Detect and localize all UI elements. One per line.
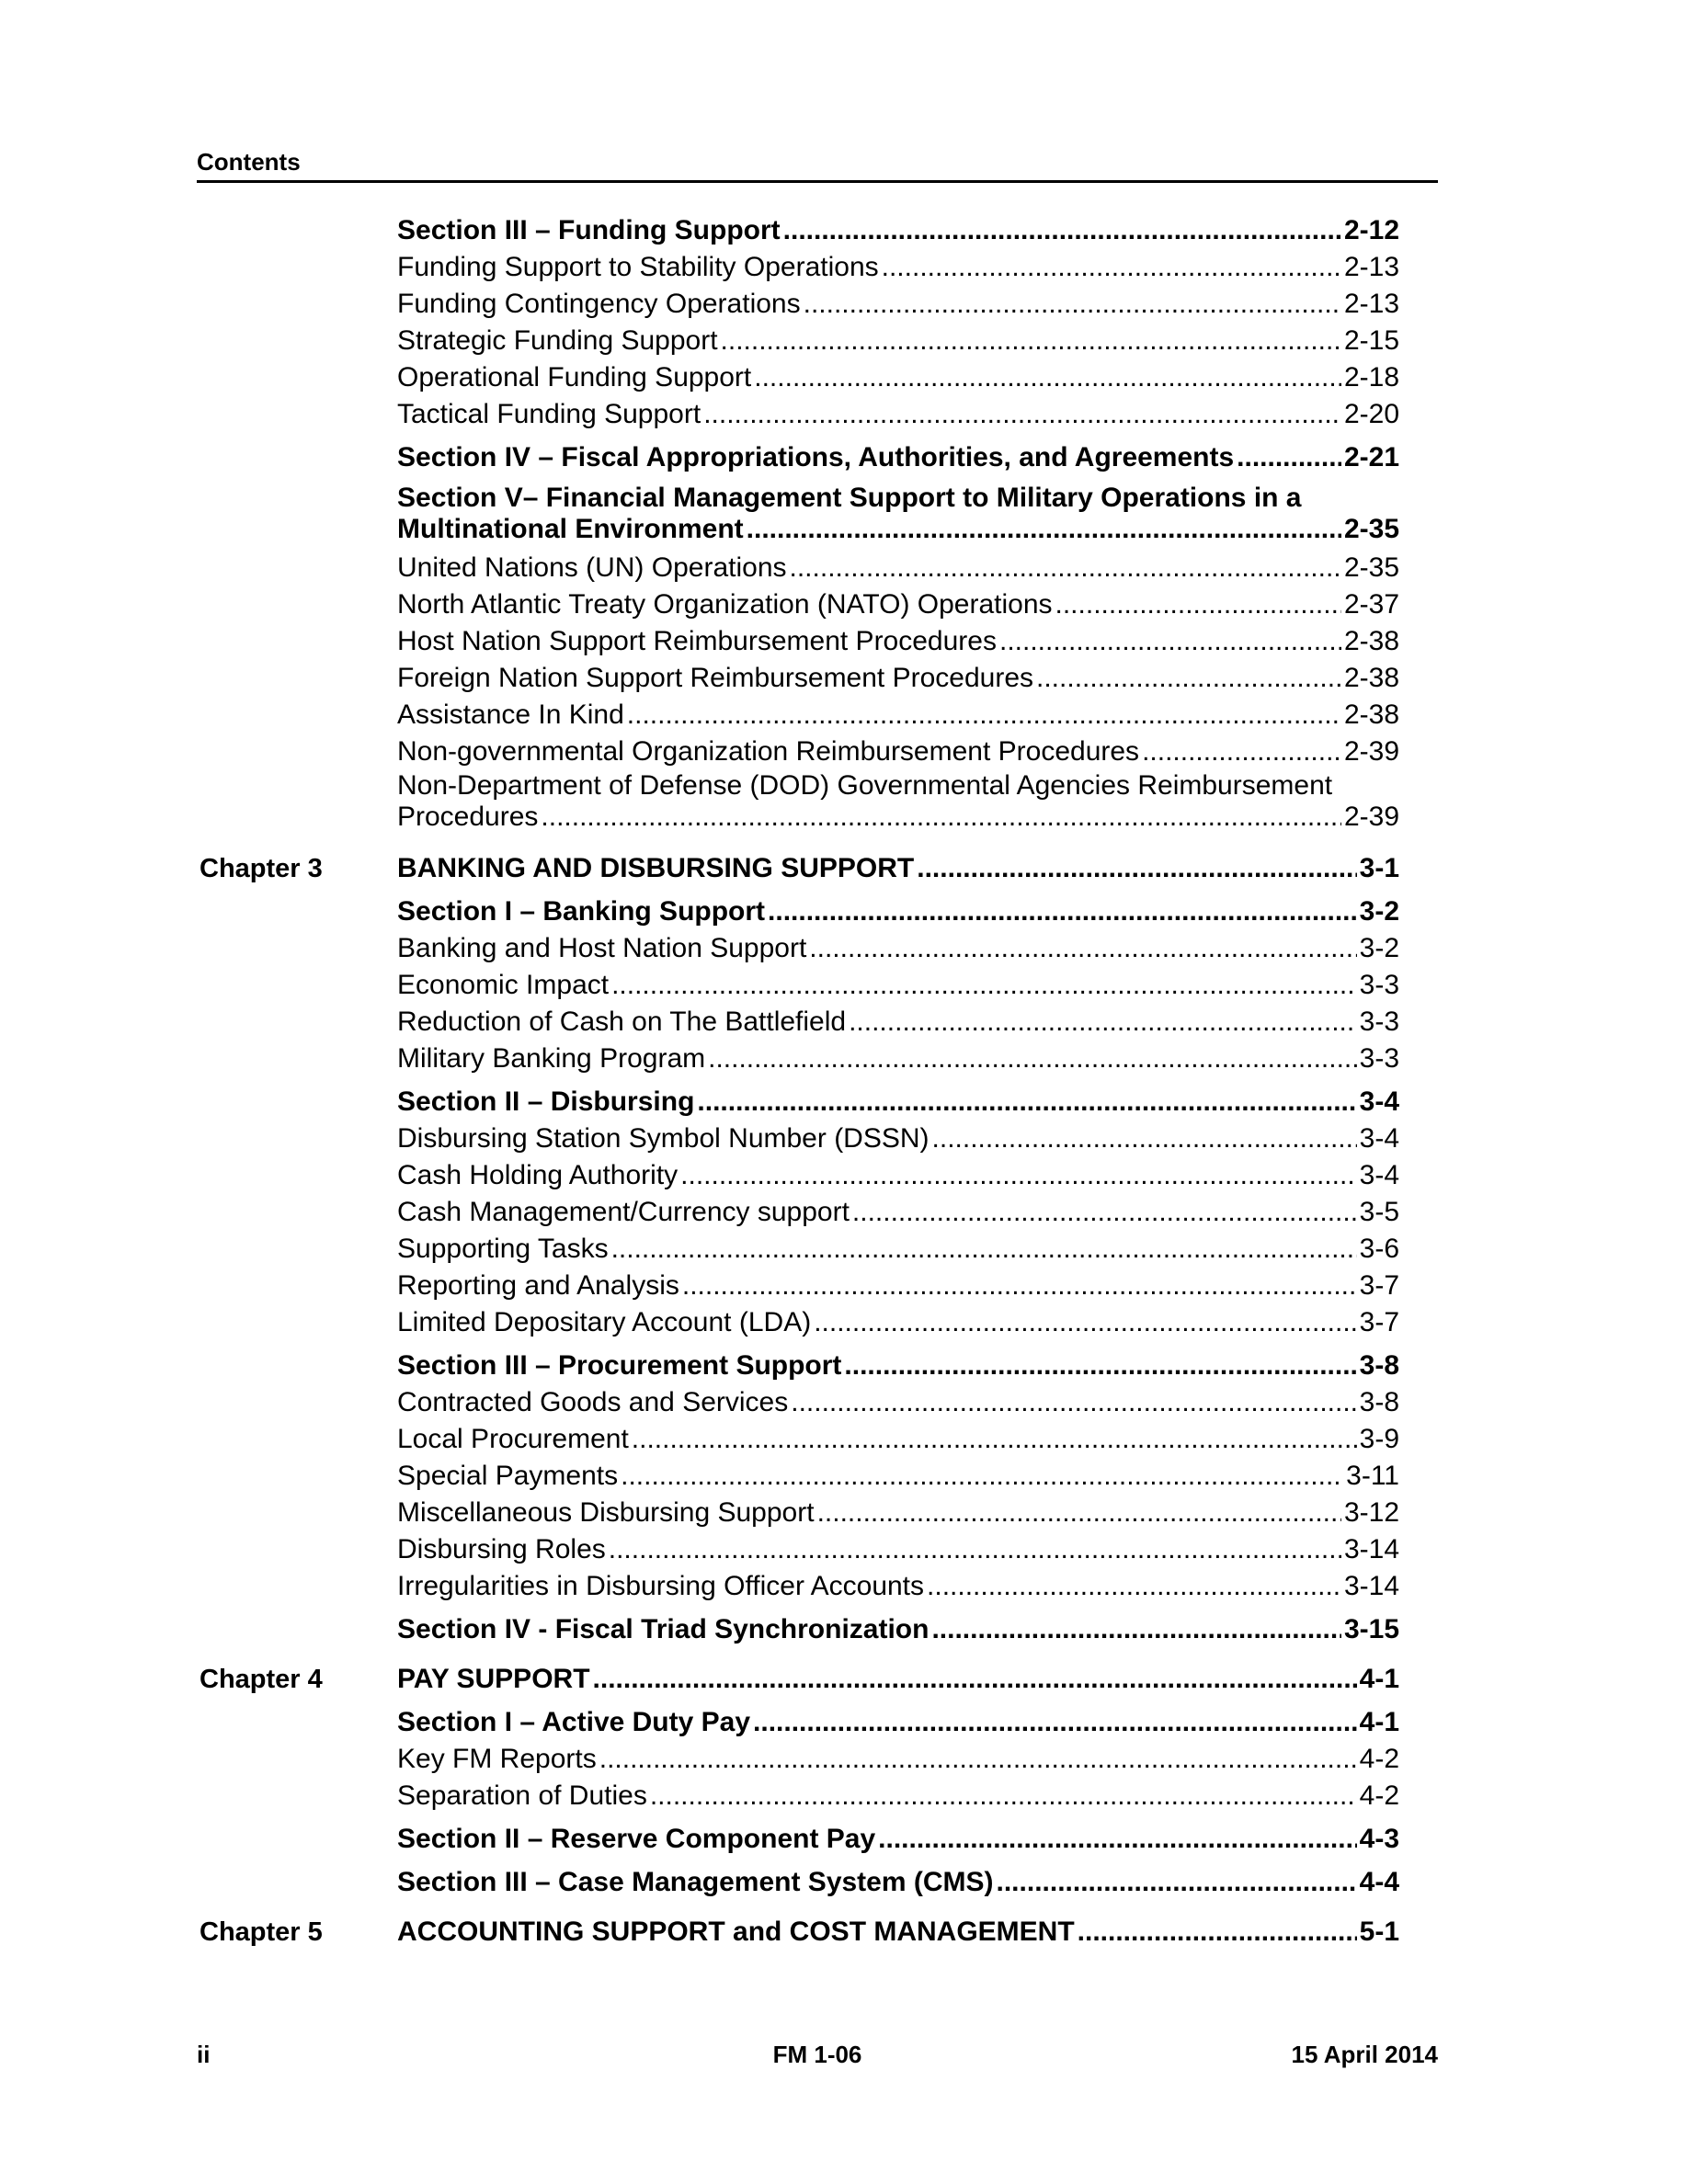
dot-leader	[621, 1458, 1343, 1495]
toc-entry-line	[397, 286, 1399, 323]
toc-chapter-entry[interactable]	[197, 1661, 1438, 1698]
toc-chapter-entry[interactable]	[197, 1914, 1438, 1951]
toc-entry-title: ACCOUNTING SUPPORT and COST MANAGEMENT	[397, 1917, 1075, 1947]
toc-page-number: 2-37	[1343, 589, 1399, 620]
dot-leader	[680, 1157, 1356, 1194]
toc-item-entry[interactable]	[197, 930, 1438, 967]
toc-entry-title: Funding Support to Stability Operations	[397, 252, 879, 282]
toc-entry-line	[397, 1384, 1399, 1421]
toc-entry-title: Local Procurement	[397, 1424, 629, 1454]
toc-entry-line	[397, 1568, 1399, 1605]
toc-section-entry[interactable]	[197, 1348, 1438, 1384]
toc-item-entry[interactable]	[197, 1568, 1438, 1605]
toc-item-entry[interactable]	[197, 1304, 1438, 1341]
toc-page-number: 2-13	[1343, 289, 1399, 319]
toc-page-number: 3-9	[1359, 1424, 1399, 1454]
toc-item-entry[interactable]	[197, 697, 1438, 734]
toc-entry-title: Section I – Banking Support	[397, 896, 766, 927]
toc-page-number: 2-38	[1343, 700, 1399, 730]
toc-entry-title: Tactical Funding Support	[397, 399, 701, 429]
toc-entry-title: Host Nation Support Reimbursement Procedures	[397, 626, 997, 656]
toc-page-number: 3-14	[1343, 1534, 1399, 1564]
toc-entry-title-line2: Multinational Environment	[397, 514, 744, 544]
toc-section-entry[interactable]	[197, 483, 1438, 550]
toc-entry-title: Miscellaneous Disbursing Support	[397, 1497, 815, 1528]
toc-item-entry[interactable]	[197, 359, 1438, 396]
toc-item-entry[interactable]	[197, 1384, 1438, 1421]
toc-page-number: 3-7	[1359, 1270, 1399, 1301]
toc-item-entry[interactable]	[197, 550, 1438, 586]
toc-item-entry[interactable]	[197, 1120, 1438, 1157]
toc-entry-line	[397, 1778, 1399, 1814]
dot-leader	[609, 1531, 1341, 1568]
toc-entry-title: Section III – Funding Support	[397, 215, 781, 245]
toc-entry-line	[397, 734, 1399, 770]
toc-entry-line	[397, 1821, 1399, 1858]
toc-entry-title: Section II – Reserve Component Pay	[397, 1824, 876, 1854]
toc-item-entry[interactable]	[197, 1458, 1438, 1495]
dot-leader	[852, 1194, 1357, 1231]
toc-item-entry[interactable]	[197, 1421, 1438, 1458]
toc-item-entry[interactable]	[197, 1231, 1438, 1268]
toc-page-number: 2-20	[1343, 399, 1399, 429]
toc-page-number: 3-3	[1359, 1043, 1399, 1074]
toc-item-entry[interactable]	[197, 1041, 1438, 1077]
toc-entry-title: Section III – Case Management System (CMS)	[397, 1867, 994, 1897]
table-of-contents	[197, 212, 1438, 1951]
toc-page-number: 3-8	[1359, 1350, 1399, 1381]
toc-entry-line	[397, 323, 1399, 359]
toc-entry-line	[397, 930, 1399, 967]
toc-entry-title: Section IV – Fiscal Appropriations, Authorities, and Agreements	[397, 442, 1235, 472]
toc-section-entry[interactable]	[197, 1611, 1438, 1648]
dot-leader	[997, 1864, 1357, 1901]
toc-page-number: 2-12	[1343, 215, 1399, 245]
footer-document-id: FM 1-06	[772, 2041, 862, 2068]
dot-leader	[611, 1231, 1357, 1268]
toc-page-number: 2-39	[1343, 736, 1399, 767]
dot-leader	[927, 1568, 1341, 1605]
toc-entry-title-line2: Procedures	[397, 802, 539, 832]
toc-page-number: 3-2	[1359, 896, 1399, 927]
toc-entry-line	[397, 1348, 1399, 1384]
toc-page-number: 4-1	[1359, 1664, 1399, 1694]
toc-entry-line	[397, 697, 1399, 734]
dot-leader	[999, 623, 1341, 660]
dot-leader	[541, 802, 1341, 833]
dot-leader	[1036, 660, 1341, 697]
toc-entry-title: United Nations (UN) Operations	[397, 552, 787, 583]
toc-entry-line	[397, 212, 1399, 249]
toc-entry-line	[397, 550, 1399, 586]
toc-entry-title: Special Payments	[397, 1461, 619, 1491]
toc-chapter-label: Chapter 5	[200, 1917, 323, 1947]
toc-page-number: 2-35	[1343, 514, 1399, 544]
toc-page-number: 3-1	[1359, 853, 1399, 883]
toc-page-number: 2-15	[1343, 325, 1399, 356]
page-header-title: Contents	[197, 147, 1438, 183]
toc-entry-title: Key FM Reports	[397, 1744, 597, 1774]
toc-entry-line	[397, 1268, 1399, 1304]
toc-page-number: 2-38	[1343, 663, 1399, 693]
toc-entry-line	[397, 1194, 1399, 1231]
toc-entry-title: Operational Funding Support	[397, 362, 752, 392]
dot-leader	[721, 323, 1341, 359]
toc-page-number: 2-21	[1343, 442, 1399, 472]
toc-item-entry[interactable]	[197, 286, 1438, 323]
dot-leader	[932, 1120, 1357, 1157]
toc-item-entry[interactable]	[197, 623, 1438, 660]
toc-item-entry[interactable]	[197, 770, 1438, 837]
toc-entry-title: Reporting and Analysis	[397, 1270, 679, 1301]
toc-page-number: 4-1	[1359, 1707, 1399, 1737]
toc-page-number: 4-4	[1359, 1867, 1399, 1897]
toc-page-number: 3-12	[1343, 1497, 1399, 1528]
dot-leader	[682, 1268, 1357, 1304]
toc-entry-title: Military Banking Program	[397, 1043, 706, 1074]
toc-section-entry[interactable]	[197, 1821, 1438, 1858]
toc-page-number: 4-3	[1359, 1824, 1399, 1854]
toc-entry-line	[397, 1157, 1399, 1194]
toc-entry-line	[397, 1864, 1399, 1901]
toc-page-number: 3-5	[1359, 1197, 1399, 1227]
toc-entry-line	[397, 1661, 1399, 1698]
toc-entry-title: Irregularities in Disbursing Officer Accounts	[397, 1571, 925, 1601]
toc-entry-title: Cash Holding Authority	[397, 1160, 679, 1190]
dot-leader	[791, 1384, 1356, 1421]
toc-page-number: 3-7	[1359, 1307, 1399, 1337]
toc-page-number: 2-39	[1343, 802, 1399, 832]
toc-entry-title-line1: Section V– Financial Management Support to Military Operations in a	[397, 483, 1302, 513]
toc-entry-title: Assistance In Kind	[397, 700, 624, 730]
toc-entry-title: Separation of Duties	[397, 1780, 647, 1811]
toc-entry-line2	[397, 514, 1399, 545]
footer-page-number: ii	[197, 2041, 211, 2068]
toc-entry-line	[397, 660, 1399, 697]
toc-entry-title: Section IV - Fiscal Triad Synchronization	[397, 1614, 930, 1644]
toc-page-number: 3-8	[1359, 1387, 1399, 1417]
toc-page-number: 3-15	[1343, 1614, 1399, 1644]
toc-entry-title: Contracted Goods and Services	[397, 1387, 789, 1417]
toc-chapter-label: Chapter 3	[200, 854, 323, 883]
toc-entry-title: Banking and Host Nation Support	[397, 933, 807, 963]
dot-leader	[878, 1821, 1356, 1858]
toc-page-number: 3-4	[1359, 1086, 1399, 1117]
toc-entry-line	[397, 359, 1399, 396]
toc-item-entry[interactable]	[197, 1004, 1438, 1041]
toc-item-entry[interactable]	[197, 1778, 1438, 1814]
toc-entry-line	[397, 1741, 1399, 1778]
toc-section-entry[interactable]	[197, 893, 1438, 930]
toc-page-number: 3-6	[1359, 1234, 1399, 1264]
toc-item-entry[interactable]	[197, 1157, 1438, 1194]
toc-page-number: 3-3	[1359, 970, 1399, 1000]
toc-entry-line	[397, 396, 1399, 433]
toc-entry-title: Economic Impact	[397, 970, 610, 1000]
toc-page-number: 3-4	[1359, 1123, 1399, 1154]
toc-entry-line	[397, 1704, 1399, 1741]
toc-section-entry[interactable]	[197, 439, 1438, 476]
toc-entry-title: Cash Management/Currency support	[397, 1197, 850, 1227]
dot-leader	[611, 967, 1357, 1004]
toc-page-number: 4-2	[1359, 1744, 1399, 1774]
toc-item-entry[interactable]	[197, 249, 1438, 286]
toc-item-entry[interactable]	[197, 1531, 1438, 1568]
toc-section-entry[interactable]	[197, 212, 1438, 249]
dot-leader	[1237, 439, 1341, 476]
dot-leader	[844, 1348, 1356, 1384]
toc-chapter-entry[interactable]	[197, 850, 1438, 887]
page-footer	[197, 2041, 1438, 2072]
toc-entry-line	[397, 893, 1399, 930]
toc-page-number: 3-14	[1343, 1571, 1399, 1601]
toc-page-number: 2-35	[1343, 552, 1399, 583]
toc-page-number: 2-38	[1343, 626, 1399, 656]
toc-page-number: 2-18	[1343, 362, 1399, 392]
toc-item-entry[interactable]	[197, 1495, 1438, 1531]
toc-entry-title: Section I – Active Duty Pay	[397, 1707, 751, 1737]
toc-entry-title: BANKING AND DISBURSING SUPPORT	[397, 853, 915, 883]
toc-entry-title: Reduction of Cash on The Battlefield	[397, 1007, 847, 1037]
toc-entry-line	[397, 1458, 1399, 1495]
dot-leader	[627, 697, 1341, 734]
toc-entry-line	[397, 1231, 1399, 1268]
toc-entry-title: Limited Depositary Account (LDA)	[397, 1307, 812, 1337]
toc-entry-line	[397, 439, 1399, 476]
toc-item-entry[interactable]	[197, 660, 1438, 697]
dot-leader	[1142, 734, 1341, 770]
dot-leader	[703, 396, 1341, 433]
dot-leader	[814, 1304, 1356, 1341]
toc-chapter-label: Chapter 4	[200, 1665, 323, 1694]
dot-leader	[809, 930, 1356, 967]
dot-leader	[931, 1611, 1341, 1648]
toc-entry-line	[397, 623, 1399, 660]
toc-entry-line	[397, 1041, 1399, 1077]
toc-entry-title: Supporting Tasks	[397, 1234, 609, 1264]
toc-item-entry[interactable]	[197, 734, 1438, 770]
toc-entry-line	[397, 1495, 1399, 1531]
dot-leader	[599, 1741, 1357, 1778]
toc-page-number: 2-13	[1343, 252, 1399, 282]
toc-item-entry[interactable]	[197, 323, 1438, 359]
dot-leader	[753, 1704, 1357, 1741]
dot-leader	[697, 1084, 1356, 1120]
toc-item-entry[interactable]	[197, 396, 1438, 433]
toc-section-entry[interactable]	[197, 1084, 1438, 1120]
dot-leader	[632, 1421, 1357, 1458]
dot-leader	[917, 850, 1356, 887]
toc-entry-title: Strategic Funding Support	[397, 325, 718, 356]
toc-item-entry[interactable]	[197, 967, 1438, 1004]
toc-item-entry[interactable]	[197, 1268, 1438, 1304]
toc-entry-title: Funding Contingency Operations	[397, 289, 801, 319]
dot-leader	[817, 1495, 1341, 1531]
toc-item-entry[interactable]	[197, 1741, 1438, 1778]
toc-item-entry[interactable]	[197, 1194, 1438, 1231]
footer-date: 15 April 2014	[1291, 2041, 1438, 2068]
dot-leader	[1055, 586, 1341, 623]
toc-entry-line	[397, 249, 1399, 286]
toc-entry-line	[397, 1084, 1399, 1120]
toc-entry-title: North Atlantic Treaty Organization (NATO) Operations	[397, 589, 1053, 620]
toc-section-entry[interactable]	[197, 1864, 1438, 1901]
toc-page-number: 4-2	[1359, 1780, 1399, 1811]
toc-entry-line	[397, 1531, 1399, 1568]
dot-leader	[849, 1004, 1357, 1041]
dot-leader	[708, 1041, 1357, 1077]
toc-entry-line	[397, 1611, 1399, 1648]
toc-entry-title: Section II – Disbursing	[397, 1086, 695, 1117]
dot-leader	[768, 893, 1357, 930]
toc-entry-wrapped	[397, 483, 1399, 545]
toc-entry-title: Non-governmental Organization Reimbursement Procedures	[397, 736, 1140, 767]
toc-page-number: 3-2	[1359, 933, 1399, 963]
toc-entry-title: Foreign Nation Support Reimbursement Procedures	[397, 663, 1034, 693]
toc-entry-line	[397, 1304, 1399, 1341]
toc-section-entry[interactable]	[197, 1704, 1438, 1741]
dot-leader	[790, 550, 1341, 586]
toc-page-number: 3-4	[1359, 1160, 1399, 1190]
dot-leader	[593, 1661, 1357, 1698]
toc-entry-line	[397, 1120, 1399, 1157]
dot-leader	[650, 1778, 1357, 1814]
toc-page-number: 5-1	[1359, 1917, 1399, 1947]
dot-leader	[754, 359, 1341, 396]
toc-entry-title: Disbursing Roles	[397, 1534, 606, 1564]
dot-leader	[783, 212, 1341, 249]
toc-page-number: 3-3	[1359, 1007, 1399, 1037]
toc-entry-line	[397, 586, 1399, 623]
toc-entry-line	[397, 850, 1399, 887]
toc-item-entry[interactable]	[197, 586, 1438, 623]
toc-entry-title: Disbursing Station Symbol Number (DSSN)	[397, 1123, 930, 1154]
toc-entry-title: Section III – Procurement Support	[397, 1350, 842, 1381]
dot-leader	[882, 249, 1341, 286]
toc-entry-title-line1: Non-Department of Defense (DOD) Governmental Agencies Reimbursement	[397, 770, 1333, 801]
toc-entry-line	[397, 967, 1399, 1004]
toc-entry-line	[397, 1421, 1399, 1458]
toc-entry-title: PAY SUPPORT	[397, 1664, 590, 1694]
toc-entry-line	[397, 1914, 1399, 1951]
dot-leader	[747, 514, 1341, 545]
toc-entry-line2	[397, 802, 1399, 833]
toc-entry-wrapped	[397, 770, 1399, 833]
dot-leader	[1078, 1914, 1357, 1951]
toc-page-number: 3-11	[1346, 1461, 1399, 1491]
dot-leader	[804, 286, 1341, 323]
toc-entry-line	[397, 1004, 1399, 1041]
